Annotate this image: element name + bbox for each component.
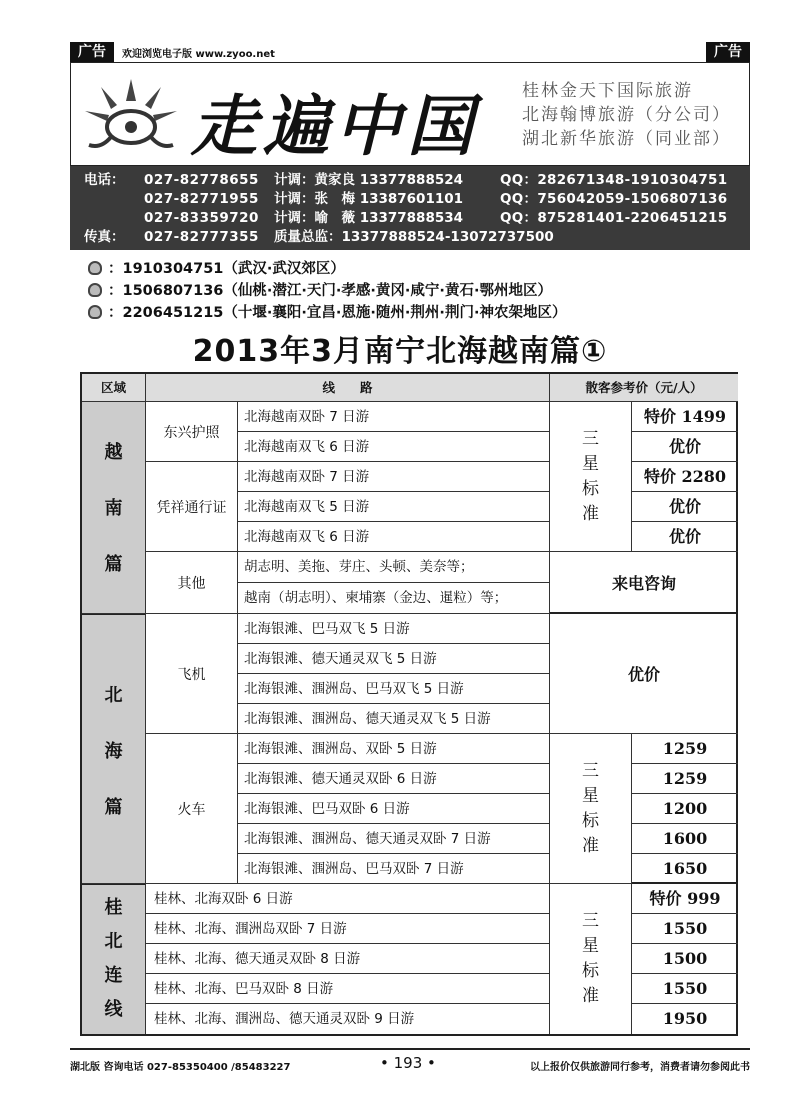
penguin-icon — [88, 261, 102, 275]
region-char: 北 — [104, 931, 123, 952]
header-region: 区域 — [82, 374, 146, 402]
agency-item: 桂林金天下国际旅游 — [522, 81, 693, 101]
region-beihai — [82, 614, 146, 884]
price-cell-inquire: 来电咨询 — [550, 552, 738, 614]
std-char: 准 — [582, 503, 599, 524]
region-vietnam — [82, 402, 146, 614]
price-cell-flight: 优价 — [550, 614, 738, 734]
planner-contact: 计调：黄家良 13377888524 — [274, 172, 464, 188]
contact-block — [70, 166, 750, 250]
route-row: 桂林、北海、涠洲岛、德天通灵双卧 9 日游 — [146, 1004, 550, 1034]
std-char: 准 — [582, 986, 599, 1006]
price-cell: 特价 2280 — [632, 462, 738, 492]
penguin-icon — [88, 305, 102, 319]
contact-row — [70, 208, 750, 228]
header-price: 散客参考价（元/人） — [550, 374, 738, 402]
footer-contact: 湖北版 咨询电话 027-85350400 /85483227 — [70, 1062, 291, 1073]
route-row: 桂林、北海双卧 6 日游 — [146, 884, 550, 914]
route-row: 北海银滩、德天通灵双卧 6 日游 — [238, 764, 550, 794]
fax-number: 027-82777355 — [144, 229, 259, 245]
price-cell: 1500 — [632, 944, 738, 974]
standard-label — [550, 402, 632, 552]
price-cell: 1650 — [632, 854, 738, 884]
price-cell: 特价 999 — [632, 884, 738, 914]
route-row: 桂林、北海、涠洲岛双卧 7 日游 — [146, 914, 550, 944]
route-row: 北海越南双卧 7 日游 — [238, 462, 550, 492]
contact-row — [70, 189, 750, 209]
agency-list — [522, 79, 731, 151]
agency-item: 北海翰博旅游（分公司） — [522, 105, 731, 125]
qq-line-text: ：2206451215（十堰·襄阳·宜昌·恩施·随州·荆州·荆门·神农架地区） — [108, 305, 567, 321]
qq-line — [88, 258, 566, 280]
route-row: 北海银滩、涠洲岛、德天通灵双飞 5 日游 — [238, 704, 550, 734]
route-row: 北海越南双飞 5 日游 — [238, 492, 550, 522]
route-row: 越南（胡志明）、柬埔寨（金边、暹粒）等； — [238, 583, 550, 614]
price-cell: 1550 — [632, 914, 738, 944]
route-row: 北海银滩、巴马双卧 6 日游 — [238, 794, 550, 824]
page-footer — [70, 1048, 750, 1078]
subgroup-other: 其他 — [146, 552, 238, 614]
price-cell: 1259 — [632, 764, 738, 794]
region-char: 线 — [104, 999, 123, 1020]
logo-banner — [70, 62, 750, 166]
region-char: 篇 — [104, 797, 123, 818]
planner-contact: 计调：张 梅 13387601101 — [274, 191, 464, 207]
ad-badge-right: 广告 — [706, 42, 750, 62]
route-row: 胡志明、美拖、芽庄、头顿、美奈等； — [238, 552, 550, 583]
std-char: 标 — [582, 478, 599, 499]
route-row: 桂林、北海、巴马双卧 8 日游 — [146, 974, 550, 1004]
footer-disclaimer: 以上报价仅供旅游同行参考，消费者请勿参阅此书 — [530, 1062, 750, 1073]
subgroup-dongxing: 东兴护照 — [146, 402, 238, 462]
route-row: 桂林、北海、德天通灵双卧 8 日游 — [146, 944, 550, 974]
price-cell: 优价 — [632, 492, 738, 522]
price-cell: 1200 — [632, 794, 738, 824]
subgroup-train: 火车 — [146, 734, 238, 884]
route-row: 北海越南双飞 6 日游 — [238, 522, 550, 552]
agency-item: 湖北新华旅游（同业部） — [522, 129, 731, 149]
std-char: 星 — [582, 453, 599, 474]
qq-numbers: QQ：282671348-1910304751 — [500, 172, 728, 188]
std-char: 三 — [582, 760, 599, 781]
ad-badge-left: 广告 — [70, 42, 114, 62]
standard-label — [550, 734, 632, 884]
qq-line-text: ：1910304751（武汉·武汉郊区） — [108, 261, 345, 277]
price-cell: 1600 — [632, 824, 738, 854]
page-number: • 193 • — [380, 1054, 436, 1072]
phone-label: 电话： — [84, 172, 125, 188]
qq-numbers: QQ：875281401-2206451215 — [500, 210, 728, 226]
price-cell: 1550 — [632, 974, 738, 1004]
route-row: 北海银滩、巴马双飞 5 日游 — [238, 614, 550, 644]
price-cell: 优价 — [632, 522, 738, 552]
price-table — [80, 372, 738, 1036]
route-row: 北海越南双卧 7 日游 — [238, 402, 550, 432]
fax-label: 传真： — [84, 229, 125, 245]
phone-number: 027-83359720 — [144, 210, 259, 226]
route-row: 北海银滩、涠洲岛、德天通灵双卧 7 日游 — [238, 824, 550, 854]
contact-row — [70, 170, 750, 190]
subgroup-pingxiang: 凭祥通行证 — [146, 462, 238, 552]
std-char: 标 — [582, 961, 599, 981]
brand-logotype: 走遍中国 — [191, 87, 479, 165]
qq-line — [88, 302, 566, 324]
page-title: 2013年3月南宁北海越南篇① — [192, 334, 608, 369]
std-char: 三 — [582, 428, 599, 449]
region-char: 连 — [104, 965, 123, 986]
qq-numbers: QQ：756042059-1506807136 — [500, 191, 728, 207]
std-char: 星 — [582, 785, 599, 806]
std-char: 准 — [582, 835, 599, 856]
qq-region-list — [88, 258, 566, 324]
std-char: 三 — [582, 911, 599, 931]
region-char: 越 — [104, 442, 123, 463]
sun-logo-icon — [81, 75, 181, 155]
region-char: 海 — [104, 741, 123, 762]
price-cell: 1950 — [662, 1009, 708, 1028]
price-cell: 优价 — [632, 432, 738, 462]
route-row: 北海越南双飞 6 日游 — [238, 432, 550, 462]
route-row: 北海银滩、涠洲岛、双卧 5 日游 — [238, 734, 550, 764]
contact-row — [70, 227, 750, 247]
top-bar — [70, 42, 750, 62]
phone-number: 027-82771955 — [144, 191, 259, 207]
qq-line-text: ：1506807136（仙桃·潜江·天门·孝感·黄冈·咸宁·黄石·鄂州地区） — [108, 283, 552, 299]
price-cell: 1259 — [632, 734, 738, 764]
region-char: 篇 — [104, 554, 123, 575]
route-row: 北海银滩、涠洲岛、巴马双飞 5 日游 — [238, 674, 550, 704]
std-char: 星 — [582, 936, 599, 956]
phone-number: 027-82778655 — [144, 172, 259, 188]
standard-label — [550, 884, 632, 1034]
quality-director: 质量总监：13377888524-13072737500 — [274, 229, 554, 245]
planner-contact: 计调：喻 薇 13377888534 — [274, 210, 464, 226]
price-cell: 特价 1499 — [632, 402, 738, 432]
header-route: 线 路 — [146, 374, 550, 402]
region-char: 南 — [104, 498, 123, 519]
region-guibei — [82, 884, 146, 1034]
subgroup-flight: 飞机 — [146, 614, 238, 734]
region-char: 桂 — [104, 897, 123, 918]
route-row: 北海银滩、德天通灵双飞 5 日游 — [238, 644, 550, 674]
qq-line — [88, 280, 566, 302]
penguin-icon — [88, 283, 102, 297]
region-char: 北 — [104, 685, 123, 706]
std-char: 标 — [582, 810, 599, 831]
route-row: 北海银滩、涠洲岛、巴马双卧 7 日游 — [238, 854, 550, 884]
welcome-text: 欢迎浏览电子版 www.zyoo.net — [122, 49, 275, 60]
